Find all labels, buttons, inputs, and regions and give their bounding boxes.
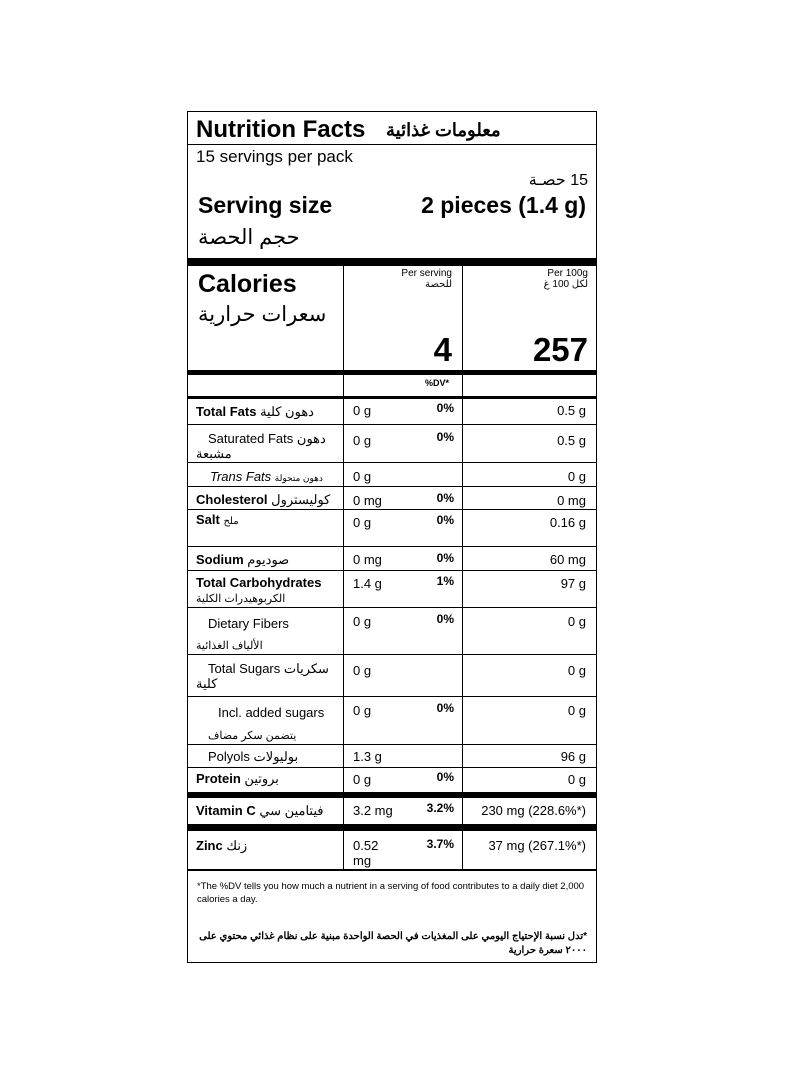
nutrient-name: Salt xyxy=(196,512,220,527)
dv-value: 0% xyxy=(436,551,454,565)
nutrient-name-arabic: دهون كلية xyxy=(260,404,314,419)
per-serving-value: 0.52 mg xyxy=(353,838,379,868)
nutrition-facts-label xyxy=(187,111,597,963)
nutrient-name: Total Sugars xyxy=(208,661,281,676)
column-divider xyxy=(343,258,344,870)
per-100g-value: 97 g xyxy=(560,576,586,591)
per-serving-value: 0 g xyxy=(353,663,372,678)
row-divider xyxy=(188,696,596,697)
row-divider xyxy=(188,486,596,487)
per-serving-value: 1.3 g xyxy=(353,749,382,764)
divider-medium xyxy=(188,396,596,399)
nutrient-name-arabic: الكربوهيدرات الكلية xyxy=(196,593,286,605)
per-100g-value: 0.5 g xyxy=(557,403,586,418)
label-title: Nutrition Facts xyxy=(196,116,366,143)
serving-size-label-arabic: حجم الحصة xyxy=(198,226,300,249)
per-serving-label: Per serving xyxy=(401,268,452,279)
per-100g-value: 0 g xyxy=(567,703,586,718)
per-serving-value: 0 g xyxy=(353,515,372,530)
per-100g-value: 0.16 g xyxy=(549,515,586,530)
calories-per-serving: 4 xyxy=(433,331,452,368)
per-100g-value: 60 mg xyxy=(549,552,586,567)
per-serving-value: 0 g xyxy=(353,433,372,448)
per-100g-value: 0 mg xyxy=(557,493,586,508)
calories-label: Calories xyxy=(198,270,297,298)
nutrient-name-arabic: سكريات كلية xyxy=(196,661,329,691)
nutrient-name-arabic: الألياف الغذائية xyxy=(196,640,263,652)
divider-medium xyxy=(188,869,596,871)
nutrient-name: Total Fats xyxy=(196,404,257,419)
dv-value: 0% xyxy=(436,491,454,505)
calories-per-100g: 257 xyxy=(532,331,588,368)
footnote: *The %DV tells you how much a nutrient in a serving of food contributes to a daily diet 2,000 calories a day. xyxy=(197,881,585,905)
servings-per-pack: 15 servings per pack xyxy=(196,147,353,166)
calories-label-arabic: سعرات حرارية xyxy=(198,303,327,326)
per-100g-value: 96 g xyxy=(560,749,586,764)
serving-size-value: 2 pieces (1.4 g) xyxy=(421,192,586,218)
nutrient-name: Zinc xyxy=(196,838,223,853)
dv-value: 0% xyxy=(436,401,454,415)
nutrient-name: Saturated Fats xyxy=(208,431,294,446)
per-100g-value: 37 mg (267.1%*) xyxy=(488,838,586,853)
per-serving-value: 0 mg xyxy=(353,552,382,567)
per-serving-value: 3.2 mg xyxy=(353,803,393,818)
per-serving-value: 0 g xyxy=(353,403,372,418)
nutrient-name-arabic: دهون مشبعة xyxy=(196,431,326,461)
row-divider xyxy=(188,462,596,463)
dv-value: 1% xyxy=(436,574,454,588)
nutrient-name: Incl. added sugars xyxy=(218,705,325,720)
nutrient-name: Dietary Fibers xyxy=(208,616,289,631)
nutrient-name: Cholesterol xyxy=(196,492,268,507)
nutrient-name: Sodium xyxy=(196,552,244,567)
nutrient-name-arabic: كوليسترول xyxy=(271,492,331,507)
dv-value: 3.2% xyxy=(426,801,454,815)
per-100g-label-arabic: لكل 100 غ xyxy=(543,279,588,290)
label-title-arabic: معلومات غذائية xyxy=(386,120,501,140)
row-divider xyxy=(188,509,596,510)
nutrient-name: Polyols xyxy=(208,749,250,764)
nutrient-name-arabic: فيتامين سي xyxy=(259,803,324,818)
dv-value: 0% xyxy=(436,430,454,444)
divider-thick xyxy=(188,824,596,831)
per-serving-value: 0 g xyxy=(353,614,372,629)
dv-value: 0% xyxy=(436,513,454,527)
per-100g-header xyxy=(544,268,588,290)
column-divider xyxy=(462,258,463,870)
row-divider xyxy=(188,570,596,571)
per-serving-value: 0 g xyxy=(353,469,372,484)
per-serving-value: 0 g xyxy=(353,703,372,718)
divider-thick xyxy=(188,792,596,798)
per-100g-value: 0 g xyxy=(567,772,586,787)
dv-header: %DV* xyxy=(425,378,450,388)
row-divider xyxy=(188,424,596,425)
dv-value: 0% xyxy=(436,701,454,715)
divider-thick xyxy=(188,258,596,266)
serving-size-label: Serving size xyxy=(198,192,333,218)
nutrient-name-arabic: يتضمن سكر مضاف xyxy=(208,730,297,742)
per-100g-value: 230 mg (228.6%*) xyxy=(481,803,586,818)
nutrient-name-arabic: زنك xyxy=(226,838,248,853)
nutrient-name: Vitamin C xyxy=(196,803,256,818)
nutrient-name: Total Carbohydrates xyxy=(196,575,322,590)
footnote-arabic: *تدل نسبة الإحتياج اليومي على المغذيات في الحصة الواحدة مبنية على نظام غذائي محتوي على ٢٠٠٠ سعرة حرارية xyxy=(199,931,587,956)
row-divider xyxy=(188,744,596,745)
per-100g-label: Per 100g xyxy=(547,268,588,279)
per-100g-value: 0 g xyxy=(567,469,586,484)
per-serving-value: 0 mg xyxy=(353,493,382,508)
dv-value: 3.7% xyxy=(426,837,454,851)
per-serving-value: 0 g xyxy=(353,772,372,787)
nutrient-name-arabic: صوديوم xyxy=(247,552,290,567)
per-100g-value: 0.5 g xyxy=(557,433,586,448)
dv-value: 0% xyxy=(436,770,454,784)
nutrient-name: Trans Fats xyxy=(210,469,272,484)
divider-thin xyxy=(188,144,596,145)
servings-per-pack-arabic: 15 حصـة xyxy=(528,172,588,189)
per-serving-value: 1.4 g xyxy=(353,576,382,591)
nutrient-name-arabic: دهون متحولة xyxy=(274,473,323,483)
divider-thick xyxy=(188,370,596,375)
row-divider xyxy=(188,546,596,547)
nutrient-name-arabic: بوليولات xyxy=(253,749,299,764)
per-100g-value: 0 g xyxy=(567,614,586,629)
nutrient-name: Protein xyxy=(196,771,241,786)
nutrient-name-arabic: بروتين xyxy=(244,771,279,786)
per-serving-header xyxy=(401,268,452,290)
per-100g-value: 0 g xyxy=(567,663,586,678)
dv-value: 0% xyxy=(436,612,454,626)
nutrient-name-arabic: ملح xyxy=(223,516,239,527)
row-divider xyxy=(188,654,596,655)
per-serving-label-arabic: للحصة xyxy=(425,279,452,290)
row-divider xyxy=(188,767,596,768)
row-divider xyxy=(188,607,596,608)
